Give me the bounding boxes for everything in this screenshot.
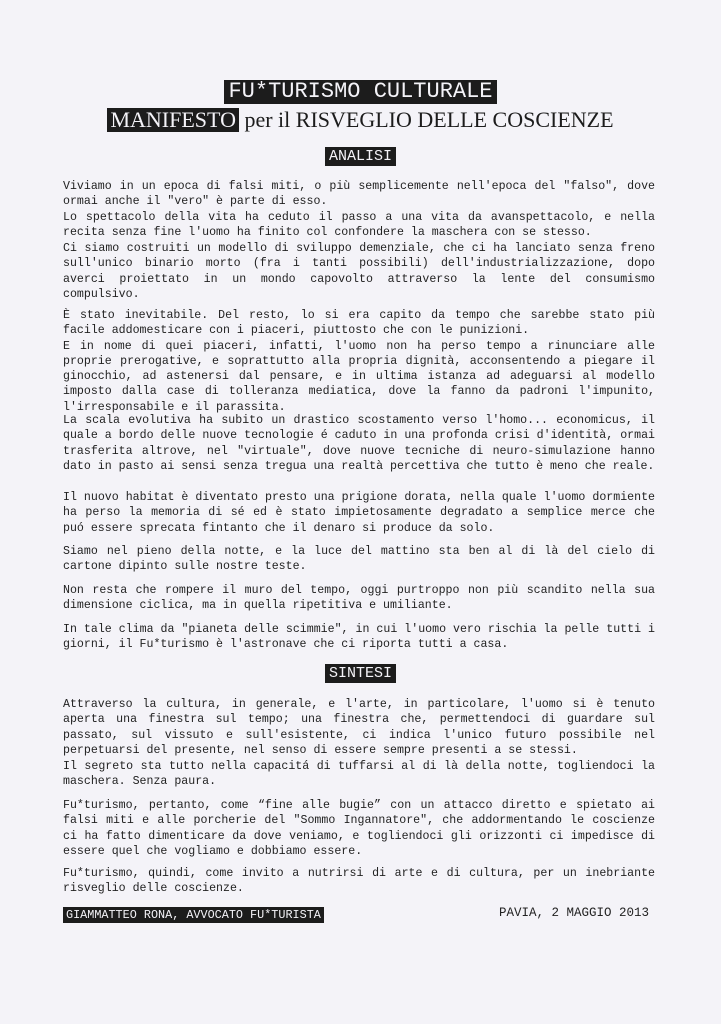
paragraph-line: Il nuovo habitat è diventato presto una prigione dorata, nella quale l'uomo dormiente ha perso la memoria di sé ed è stato impietosamente degradato a semplice merce che puó essere sprecata fintanto che il denaro si produce da solo.: [63, 491, 655, 535]
paragraph-line: Attraverso la cultura, in generale, e l'arte, in particolare, l'uomo si è tenuto aperta una finestra sul tempo; una finestra che, permettendoci di guardare sul passato, sul vissuto e sull'esistente, ci indica l'unico futuro possibile nel perpetuarsi del presente, nel senso di essere sempre presenti a se stessi.: [63, 698, 655, 757]
signature: [63, 905, 324, 923]
paragraph-line: Ci siamo costruiti un modello di sviluppo demenziale, che ci ha lanciato senza freno sull'unico binario morto (fra i tanti possibili) dell'industrializzazione, dopo averci proiettato in un mondo capovolto attraverso la lente del consumismo compulsivo.: [63, 242, 655, 301]
sintesi-paragraph-1: [63, 697, 655, 758]
paragraph-line: Siamo nel pieno della notte, e la luce del mattino sta ben al di là del cielo di cartone dipinto sulle nostre teste.: [63, 545, 655, 574]
paragraph-line: Fu*turismo, quindi, come invito a nutrirsi di arte e di cultura, per un inebriante risveglio delle coscienze.: [63, 867, 655, 896]
paragraph-line: Viviamo in un epoca di falsi miti, o più semplicemente nell'epoca del "falso", dove ormai anche il "vero" è parte di esso.: [63, 180, 655, 209]
sintesi-heading: [0, 664, 721, 683]
sintesi-paragraph-4: [63, 866, 655, 897]
main-title-text: FU*TURISMO CULTURALE: [224, 80, 496, 104]
sintesi-heading-text: SINTESI: [325, 664, 396, 683]
analisi-paragraph-7: [63, 583, 655, 614]
signature-text: GIAMMATTEO RONA, AVVOCATO FU*TURISTA: [63, 907, 324, 923]
analisi-paragraph-2: [63, 241, 655, 302]
analisi-paragraph-8: [63, 622, 655, 653]
paragraph-line: Non resta che rompere il muro del tempo, oggi purtroppo non più scandito nella sua dimensione ciclica, ma in quella ripetitiva e umiliante.: [63, 584, 655, 613]
paragraph-line: Lo spettacolo della vita ha ceduto il passo a una vita da avanspettacolo, e nella recita senza fine l'uomo ha finito col confondere la maschera con se stesso.: [63, 210, 655, 239]
analisi-paragraph-5: [63, 490, 655, 536]
analisi-paragraph-4: [63, 413, 655, 474]
subtitle-rest: per il RISVEGLIO DELLE COSCIENZE: [238, 107, 614, 132]
analisi-paragraph-6: [63, 544, 655, 575]
paragraph-line: In tale clima da "pianeta delle scimmie", in cui l'uomo vero rischia la pelle tutti i giorni, il Fu*turismo è l'astronave che ci riporta tutti a casa.: [63, 623, 655, 652]
sintesi-paragraph-3: [63, 798, 655, 859]
paragraph-line: E in nome di quei piaceri, infatti, l'uomo non ha perso tempo a rinunciare alle proprie prerogative, e soprattutto alla propria dignità, acconsentendo a piegare il ginocchio, ad astenersi dal pensare, e in ultima istanza ad adeguarsi al modello imposto dalla case di tolleranza mediatica, dove la fanno da padroni l'impunito, l'irresponsabile e il parassita.: [63, 339, 655, 414]
place-date: PAVIA, 2 MAGGIO 2013: [498, 906, 649, 920]
paragraph-line: Il segreto sta tutto nella capacitá di tuffarsi al di là della notte, togliendoci la maschera. Senza paura.: [63, 760, 655, 789]
subtitle-highlight: MANIFESTO: [107, 108, 239, 132]
subtitle: [0, 108, 721, 132]
analisi-paragraph-1: [63, 179, 655, 240]
analisi-heading: [0, 147, 721, 166]
paragraph-line: Fu*turismo, pertanto, come “fine alle bugie” con un attacco diretto e spietato ai falsi miti e alle porcherie del "Sommo Ingannatore", che addormentando le coscienze ci ha fatto dimenticare da dove veniamo, e togliendoci gli orizzonti ci impedisce di essere quel che vogliamo e dobbiamo essere.: [63, 799, 655, 858]
main-title: [0, 80, 721, 104]
sintesi-paragraph-2: [63, 759, 655, 790]
paragraph-line: È stato inevitabile. Del resto, lo si era capito da tempo che sarebbe stato più facile addomesticare con i piaceri, piuttosto che con le punizioni.: [63, 309, 655, 338]
analisi-paragraph-3: [63, 308, 655, 415]
analisi-heading-text: ANALISI: [325, 147, 396, 166]
paragraph-line: La scala evolutiva ha subito un drastico scostamento verso l'homo... economicus, il quale a bordo delle nuove tecnologie é caduto in una profonda crisi d'identità, ormai trasferita altrove, nel "virtuale", dove nuove tecniche di neuro-simulazione hanno dato in pasto ai sensi senza tregua una realtà percettiva che tutto è meno che reale.: [63, 414, 655, 473]
